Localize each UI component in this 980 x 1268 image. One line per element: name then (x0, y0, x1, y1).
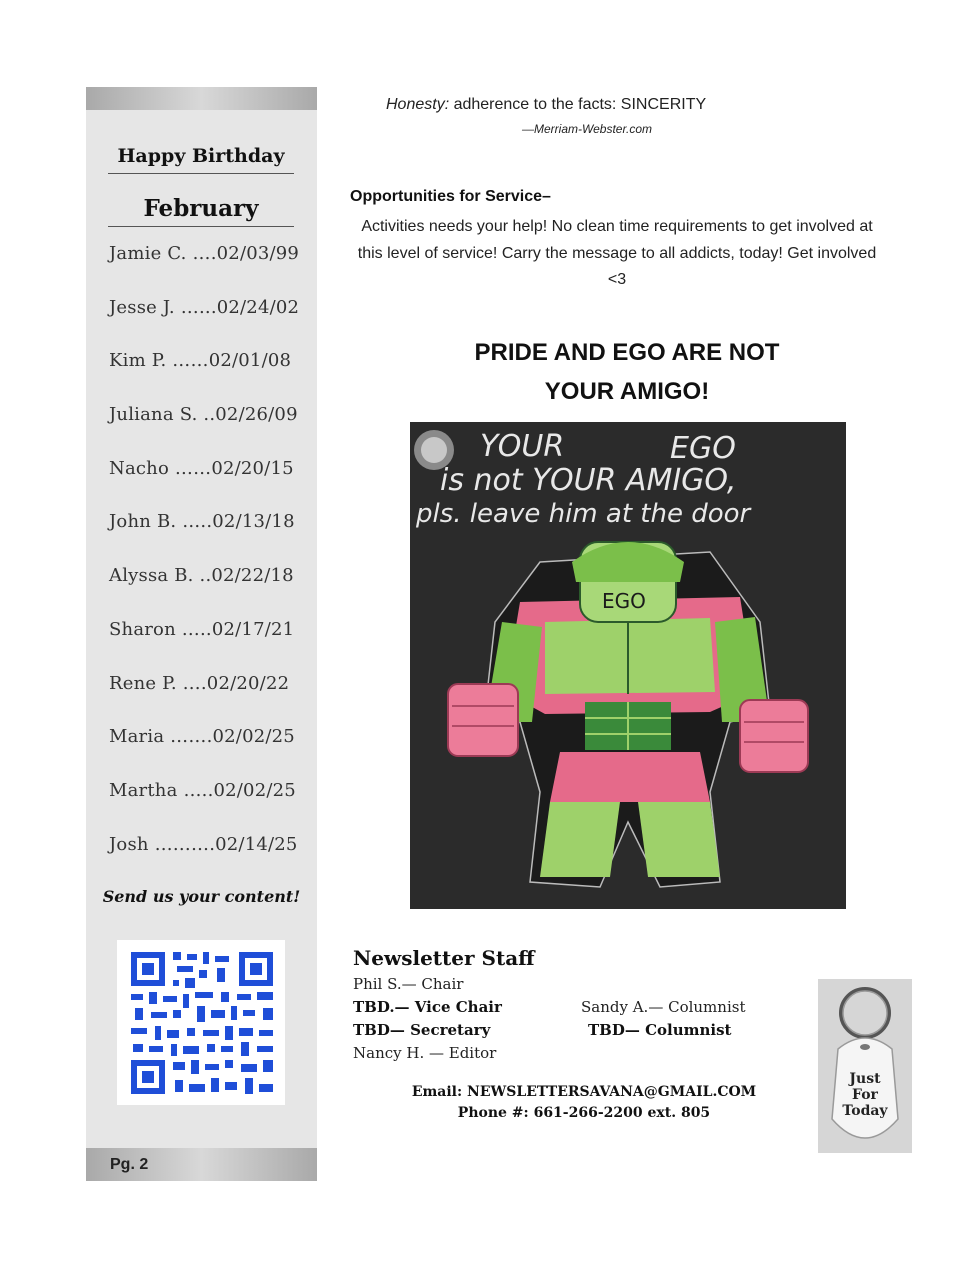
honesty-quote (386, 96, 706, 114)
quote-word: Honesty: (386, 96, 450, 113)
qr-code-icon (117, 940, 285, 1105)
birthday-list (109, 243, 299, 887)
birthday-item: Jamie C. ….02/03/99 (109, 243, 300, 264)
pride-heading-line2: YOUR AMIGO! (544, 378, 710, 405)
contact-email[interactable]: Email: NEWSLETTERSAVANA@GMAIL.COM (411, 1084, 757, 1100)
opportunities-heading: Opportunities for Service– (350, 188, 551, 205)
keytag-icon (818, 979, 912, 1153)
birthday-item: John B. …..02/13/18 (109, 511, 295, 533)
month-title: February (108, 195, 294, 227)
chalk-text-door: pls. leave him at the door (416, 499, 751, 529)
birthday-item: Nacho ……02/20/15 (109, 457, 294, 479)
chalk-text-ego: EGO (670, 431, 736, 466)
chalk-text-your: YOUR (480, 429, 565, 464)
chalk-text-amigo: is not YOUR AMIGO, (440, 463, 737, 498)
contact-phone: Phone #: 661-266-2200 ext. 805 (457, 1105, 711, 1121)
keytag-line-just: Just (849, 1071, 881, 1087)
qr-code[interactable] (117, 940, 285, 1105)
sidebar-footer-bar (86, 1148, 317, 1181)
pride-heading-line1: PRIDE AND EGO ARE NOT (474, 339, 780, 366)
birthday-item: Alyssa B. ..02/22/18 (109, 565, 294, 587)
quote-source: —Merriam-Webster.com (522, 122, 653, 136)
staff-columnist-1: Sandy A.— Columnist (581, 998, 746, 1016)
birthday-item: Juliana S. ..02/26/09 (109, 404, 298, 426)
staff-title: Newsletter Staff (353, 946, 535, 970)
birthday-item: Martha …..02/02/25 (109, 779, 296, 801)
ego-chest-label: EGO (602, 589, 646, 613)
birthday-item: Maria …….02/02/25 (109, 726, 295, 748)
staff-vice-chair: TBD.— Vice Chair (353, 998, 502, 1016)
pride-heading (390, 333, 864, 411)
sidebar-top-bar (86, 87, 317, 110)
birthday-item: Sharon …..02/17/21 (109, 618, 295, 640)
ego-hulk-photo (410, 422, 846, 909)
birthday-item: Josh ……….02/14/25 (109, 833, 298, 855)
staff-secretary: TBD— Secretary (353, 1021, 491, 1039)
keytag-line-for: For (852, 1087, 878, 1103)
just-for-today-keytag (818, 979, 912, 1153)
staff-columnist-2: TBD— Columnist (588, 1021, 732, 1039)
birthday-item: Rene P. ….02/20/22 (109, 672, 290, 694)
keytag-line-today: Today (842, 1103, 888, 1119)
quote-definition: adherence to the facts: SINCERITY (449, 96, 707, 113)
birthday-title: Happy Birthday (108, 145, 294, 174)
keytag-text (818, 1071, 912, 1119)
sidebar (86, 87, 317, 1181)
ego-hulk-illustration (410, 422, 846, 909)
staff-chair: Phil S.— Chair (353, 975, 464, 993)
birthday-item: Kim P. ……02/01/08 (109, 350, 292, 372)
opportunities-body: Activities needs your help! No clean time requirements to get involved at this level of service! Carry the message to all addicts, today! Get involved <3 (357, 218, 877, 288)
staff-editor: Nancy H. — Editor (353, 1044, 497, 1062)
page-number: Pg. 2 (110, 1156, 149, 1173)
birthday-item: Jesse J. …...02/24/02 (109, 296, 300, 318)
send-content-callout: Send us your content! (102, 887, 301, 906)
